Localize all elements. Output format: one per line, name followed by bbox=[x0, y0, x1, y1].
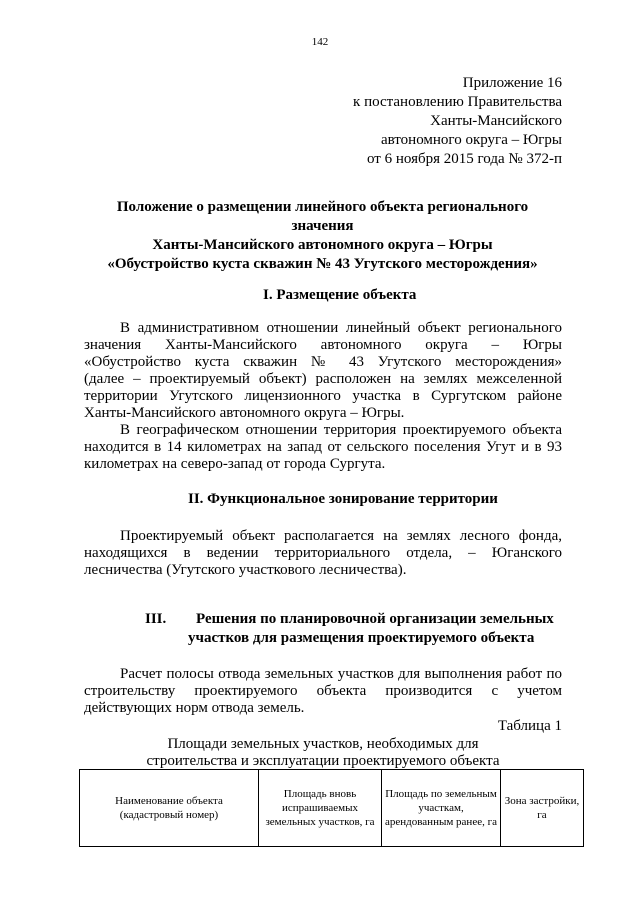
title-line: Положение о размещении линейного объекта регионального bbox=[116, 199, 529, 215]
appendix-block bbox=[353, 74, 562, 169]
text-line: находящихся в ведении территориального отдела, – Юганского bbox=[84, 545, 562, 561]
page-number: 142 bbox=[311, 36, 329, 48]
table-title-line: Площади земельных участков, необходимых для bbox=[167, 736, 479, 752]
section-3-number: III. bbox=[145, 611, 167, 627]
section-3-heading-line-2: участков для размещения проектируемого объекта bbox=[188, 630, 535, 646]
text-line: В географическом отношении территория проектируемого объекта bbox=[120, 422, 562, 438]
text-line: территории Угутского лицензионного участка в Сургутском районе bbox=[84, 388, 562, 404]
table-header-row bbox=[80, 770, 584, 847]
text-line: находится в 14 километрах на запад от сельского поселения Угут и в 93 bbox=[84, 439, 562, 455]
text-line: строительству проектируемого объекта производится с учетом bbox=[84, 683, 562, 699]
document-title bbox=[100, 198, 545, 274]
appendix-line: к постановлению Правительства bbox=[353, 94, 562, 110]
section-1-paragraph-1 bbox=[84, 320, 562, 422]
title-line: значения bbox=[291, 218, 354, 234]
section-2-paragraph-1 bbox=[84, 528, 562, 579]
section-3-heading-line-1: Решения по планировочной организации земельных bbox=[196, 611, 554, 627]
text-line: (далее – проектируемый объект) расположен на землях межселенной bbox=[84, 371, 562, 387]
land-area-table bbox=[79, 769, 584, 847]
text-line: Проектируемый объект располагается на землях лесного фонда, bbox=[120, 528, 562, 544]
text-line: действующих норм отвода земель. bbox=[84, 700, 305, 716]
table-title-line: строительства и эксплуатации проектируемого объекта bbox=[146, 753, 500, 769]
text-line: Расчет полосы отвода земельных участков для выполнения работ по bbox=[120, 666, 562, 682]
text-line: значения Ханты-Мансийского автономного округа – Югры bbox=[84, 337, 562, 353]
title-line: Ханты-Мансийского автономного округа – Югры bbox=[152, 237, 493, 253]
section-1-paragraph-2 bbox=[84, 422, 562, 473]
header-leased-area: Площадь по земельным участкам, арендованным ранее, га bbox=[382, 770, 501, 847]
text-line: километрах на северо-запад от города Сургута. bbox=[84, 456, 386, 472]
header-object-name: Наименование объекта (кадастровый номер) bbox=[80, 770, 259, 847]
table-caption: Таблица 1 bbox=[497, 718, 562, 734]
section-1-heading: I. Размещение объекта bbox=[263, 287, 417, 303]
header-build-zone: Зона застройки, га bbox=[501, 770, 584, 847]
appendix-line: Ханты-Мансийского bbox=[430, 113, 562, 129]
text-line: Ханты-Мансийского автономного округа – Югры. bbox=[84, 405, 405, 421]
title-line: «Обустройство куста скважин № 43 Угутского месторождения» bbox=[107, 256, 538, 272]
appendix-line: автономного округа – Югры bbox=[380, 132, 562, 148]
section-2-heading: II. Функциональное зонирование территории bbox=[188, 491, 498, 507]
header-new-area: Площадь вновь испрашиваемых земельных участков, га bbox=[259, 770, 382, 847]
text-line: лесничества (Угутского участкового лесничества). bbox=[84, 562, 407, 578]
text-line: «Обустройство куста скважин № 43 Угутского месторождения» bbox=[84, 354, 562, 370]
text-line: В административном отношении линейный объект регионального bbox=[120, 320, 562, 336]
section-3-paragraph-1 bbox=[84, 666, 562, 717]
appendix-line: Приложение 16 bbox=[462, 75, 562, 91]
table-title bbox=[84, 736, 562, 770]
appendix-line: от 6 ноября 2015 года № 372-п bbox=[367, 151, 562, 167]
